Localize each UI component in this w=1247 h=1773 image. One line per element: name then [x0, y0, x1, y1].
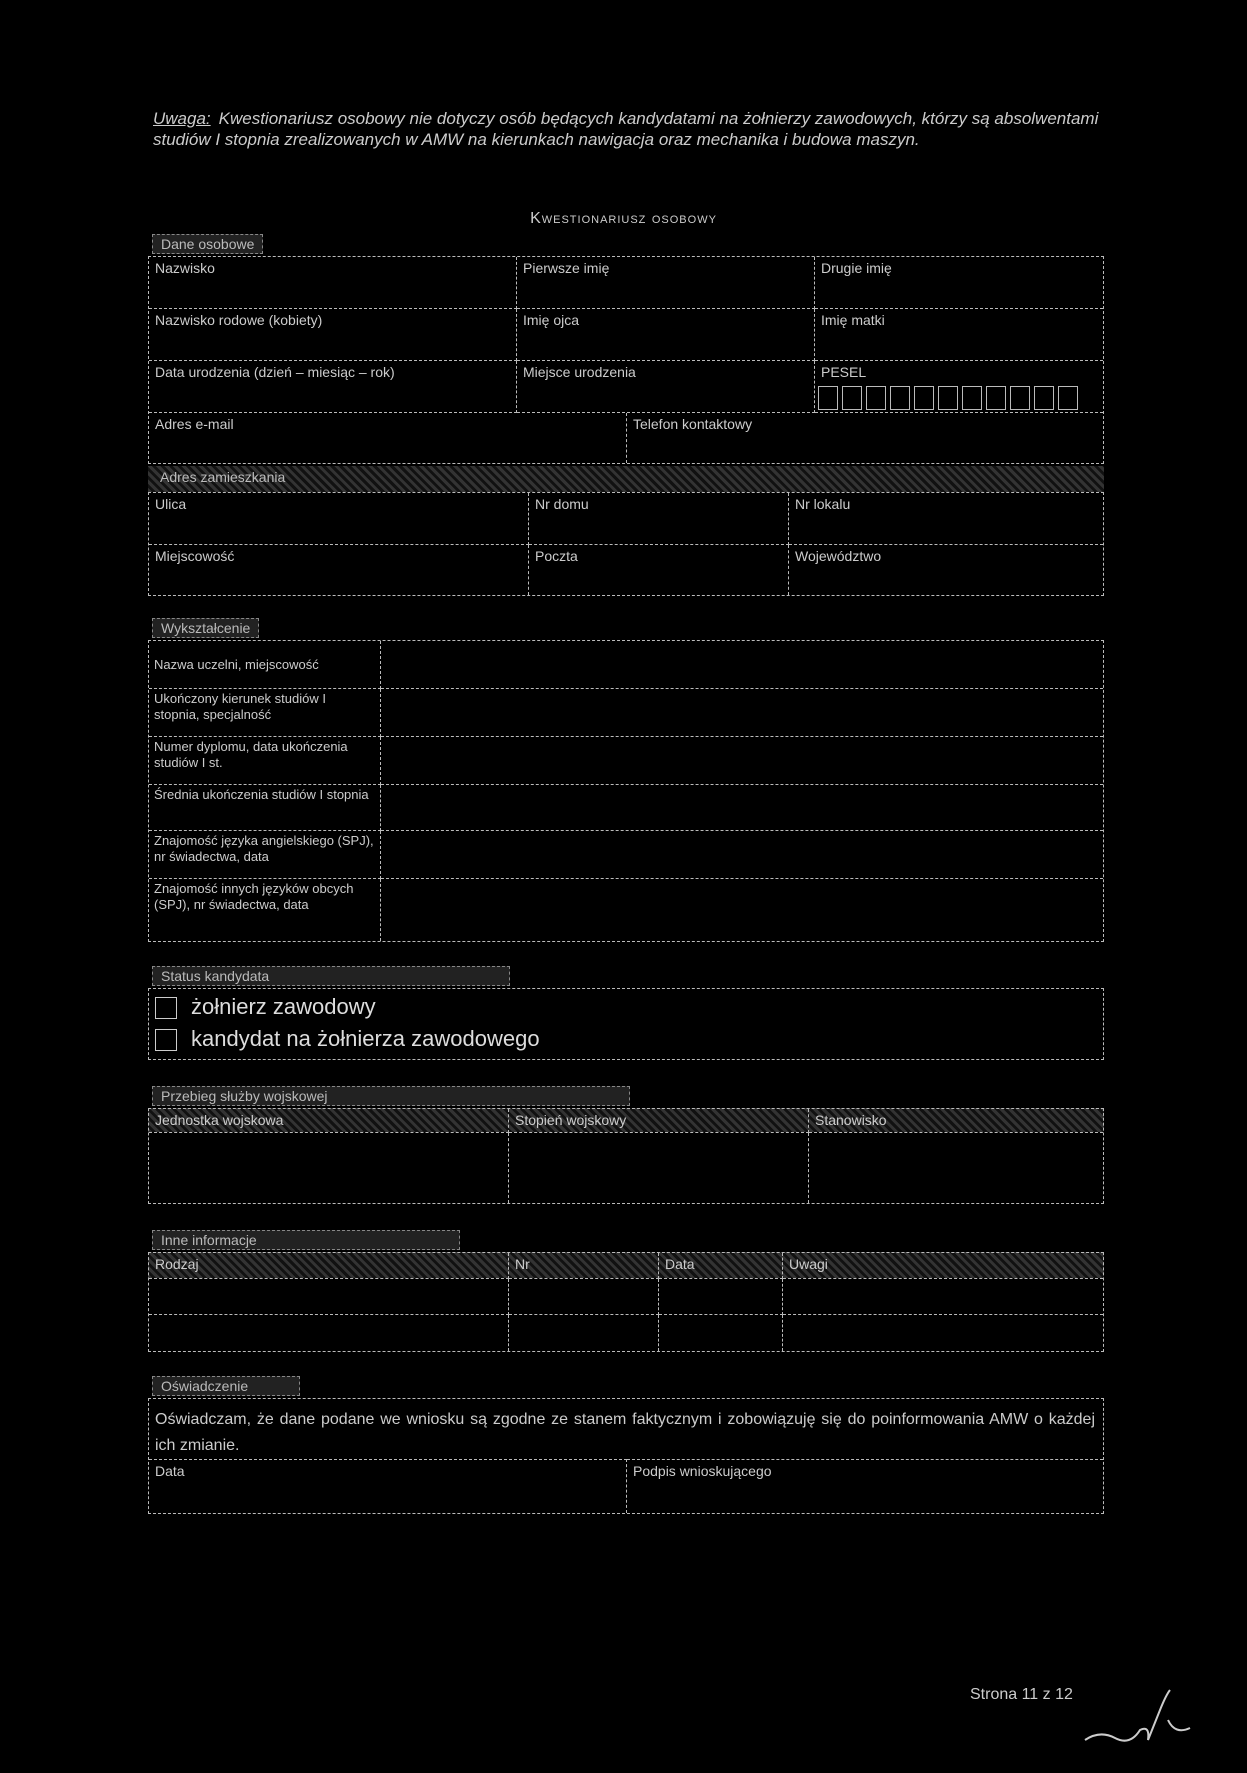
other-row-cell[interactable]: [783, 1315, 1103, 1351]
other-col-date: Data: [659, 1253, 783, 1279]
family-name-field[interactable]: Nazwisko rodowe (kobiety): [149, 309, 517, 361]
phone-field[interactable]: Telefon kontaktowy: [633, 416, 753, 432]
pesel-digit-box[interactable]: [1010, 386, 1030, 410]
handwritten-initials: [1080, 1680, 1200, 1760]
address-grid: [148, 492, 1104, 596]
other-row-cell[interactable]: [783, 1279, 1103, 1315]
note-text: Kwestionariusz osobowy nie dotyczy osób będących kandydatami na żołnierzy zawodowych, którzy są absolwentami studiów I stopnia zrealizowanych w AMW na kierunkach nawigacja oraz mechanika i budowa maszyn.: [153, 109, 1099, 149]
declaration-text: Oświadczam, że dane podane we wniosku są zgodne ze stanem faktycznym i zobowiązuję się do poinformowania AMW o każdej ich zmianie.: [155, 1411, 1095, 1454]
street-field[interactable]: Ulica: [149, 493, 529, 545]
other-row-cell[interactable]: [149, 1315, 509, 1351]
military-rank-input[interactable]: [509, 1133, 809, 1203]
education-grid: [148, 640, 1104, 942]
mother-name-field[interactable]: Imię matki: [815, 309, 1103, 361]
pesel-digit-box[interactable]: [914, 386, 934, 410]
pesel-digit-box[interactable]: [986, 386, 1006, 410]
section-education: Wykształcenie: [152, 618, 259, 638]
birth-date-field[interactable]: Data urodzenia (dzień – miesiąc – rok): [149, 361, 517, 413]
military-grid: [148, 1108, 1104, 1204]
house-number-field[interactable]: Nr domu: [529, 493, 789, 545]
education-answer-line[interactable]: [381, 784, 1103, 785]
section-status: Status kandydata: [152, 966, 510, 986]
education-row-label: Znajomość innych języków obcych (SPJ), nr świadectwa, data: [149, 879, 381, 941]
pesel-digit-box[interactable]: [818, 386, 838, 410]
section-address: Adres zamieszkania: [160, 469, 286, 485]
page-title: Kwestionariusz osobowy: [530, 210, 717, 227]
province-field[interactable]: Województwo: [795, 548, 882, 564]
education-row-label: Ukończony kierunek studiów I stopnia, specjalność: [149, 689, 381, 737]
post-field[interactable]: Poczta: [529, 545, 789, 595]
education-answer-line[interactable]: [381, 688, 1103, 689]
other-grid: [148, 1252, 1104, 1352]
military-col-rank: Stopień wojskowy: [509, 1109, 809, 1133]
military-position-input[interactable]: [809, 1133, 1103, 1203]
education-answer-line[interactable]: [381, 830, 1103, 831]
pesel-digit-box[interactable]: [1034, 386, 1054, 410]
personal-grid: [148, 256, 1104, 464]
email-field[interactable]: Adres e-mail: [149, 413, 627, 463]
education-answer-line[interactable]: [381, 878, 1103, 879]
birth-place-field[interactable]: Miejsce urodzenia: [517, 361, 815, 413]
note: [153, 108, 1103, 150]
other-row-cell[interactable]: [149, 1279, 509, 1315]
education-answer-line[interactable]: [381, 736, 1103, 737]
education-row-label: Znajomość języka angielskiego (SPJ), nr świadectwa, data: [149, 831, 381, 879]
second-name-field[interactable]: Drugie imię: [815, 257, 1103, 309]
pesel-digit-box[interactable]: [842, 386, 862, 410]
pesel-digit-box[interactable]: [962, 386, 982, 410]
pesel-digit-box[interactable]: [890, 386, 910, 410]
surname-field[interactable]: Nazwisko: [149, 257, 517, 309]
section-military: Przebieg służby wojskowej: [152, 1086, 630, 1106]
education-row-label: Średnia ukończenia studiów I stopnia: [149, 785, 381, 831]
pesel-digit-box[interactable]: [938, 386, 958, 410]
other-row-cell[interactable]: [659, 1315, 783, 1351]
section-declaration: Oświadczenie: [152, 1376, 300, 1396]
education-row-label: Nazwa uczelni, miejscowość: [149, 641, 381, 689]
status-checkbox-soldier[interactable]: [155, 997, 177, 1019]
other-col-number: Nr: [509, 1253, 659, 1279]
status-option-soldier: żołnierz zawodowy: [191, 994, 376, 1019]
declaration-date-field[interactable]: Data: [149, 1459, 627, 1513]
other-row-cell[interactable]: [659, 1279, 783, 1315]
pesel-field[interactable]: PESEL: [815, 361, 1103, 413]
status-checkbox-candidate[interactable]: [155, 1029, 177, 1051]
military-unit-input[interactable]: [149, 1133, 509, 1203]
military-col-position: Stanowisko: [809, 1109, 1103, 1133]
other-col-notes: Uwagi: [783, 1253, 1103, 1279]
status-grid: [148, 988, 1104, 1060]
note-lead: Uwaga:: [153, 109, 211, 128]
declaration-grid: [148, 1398, 1104, 1514]
status-option-candidate: kandydat na żołnierza zawodowego: [191, 1026, 540, 1051]
other-row-cell[interactable]: [509, 1279, 659, 1315]
city-field[interactable]: Miejscowość: [149, 545, 529, 595]
other-row-cell[interactable]: [509, 1315, 659, 1351]
section-other: Inne informacje: [152, 1230, 460, 1250]
pesel-digit-box[interactable]: [1058, 386, 1078, 410]
other-col-type: Rodzaj: [149, 1253, 509, 1279]
father-name-field[interactable]: Imię ojca: [517, 309, 815, 361]
education-row-label: Numer dyplomu, data ukończenia studiów I st.: [149, 737, 381, 785]
military-col-unit: Jednostka wojskowa: [149, 1109, 509, 1133]
page-number: Strona 11 z 12: [970, 1686, 1073, 1703]
section-personal: Dane osobowe: [152, 234, 263, 254]
first-name-field[interactable]: Pierwsze imię: [517, 257, 815, 309]
declaration-signature-field[interactable]: Podpis wnioskującego: [627, 1459, 1103, 1513]
pesel-digit-box[interactable]: [866, 386, 886, 410]
flat-number-field[interactable]: Nr lokalu: [789, 493, 1103, 545]
